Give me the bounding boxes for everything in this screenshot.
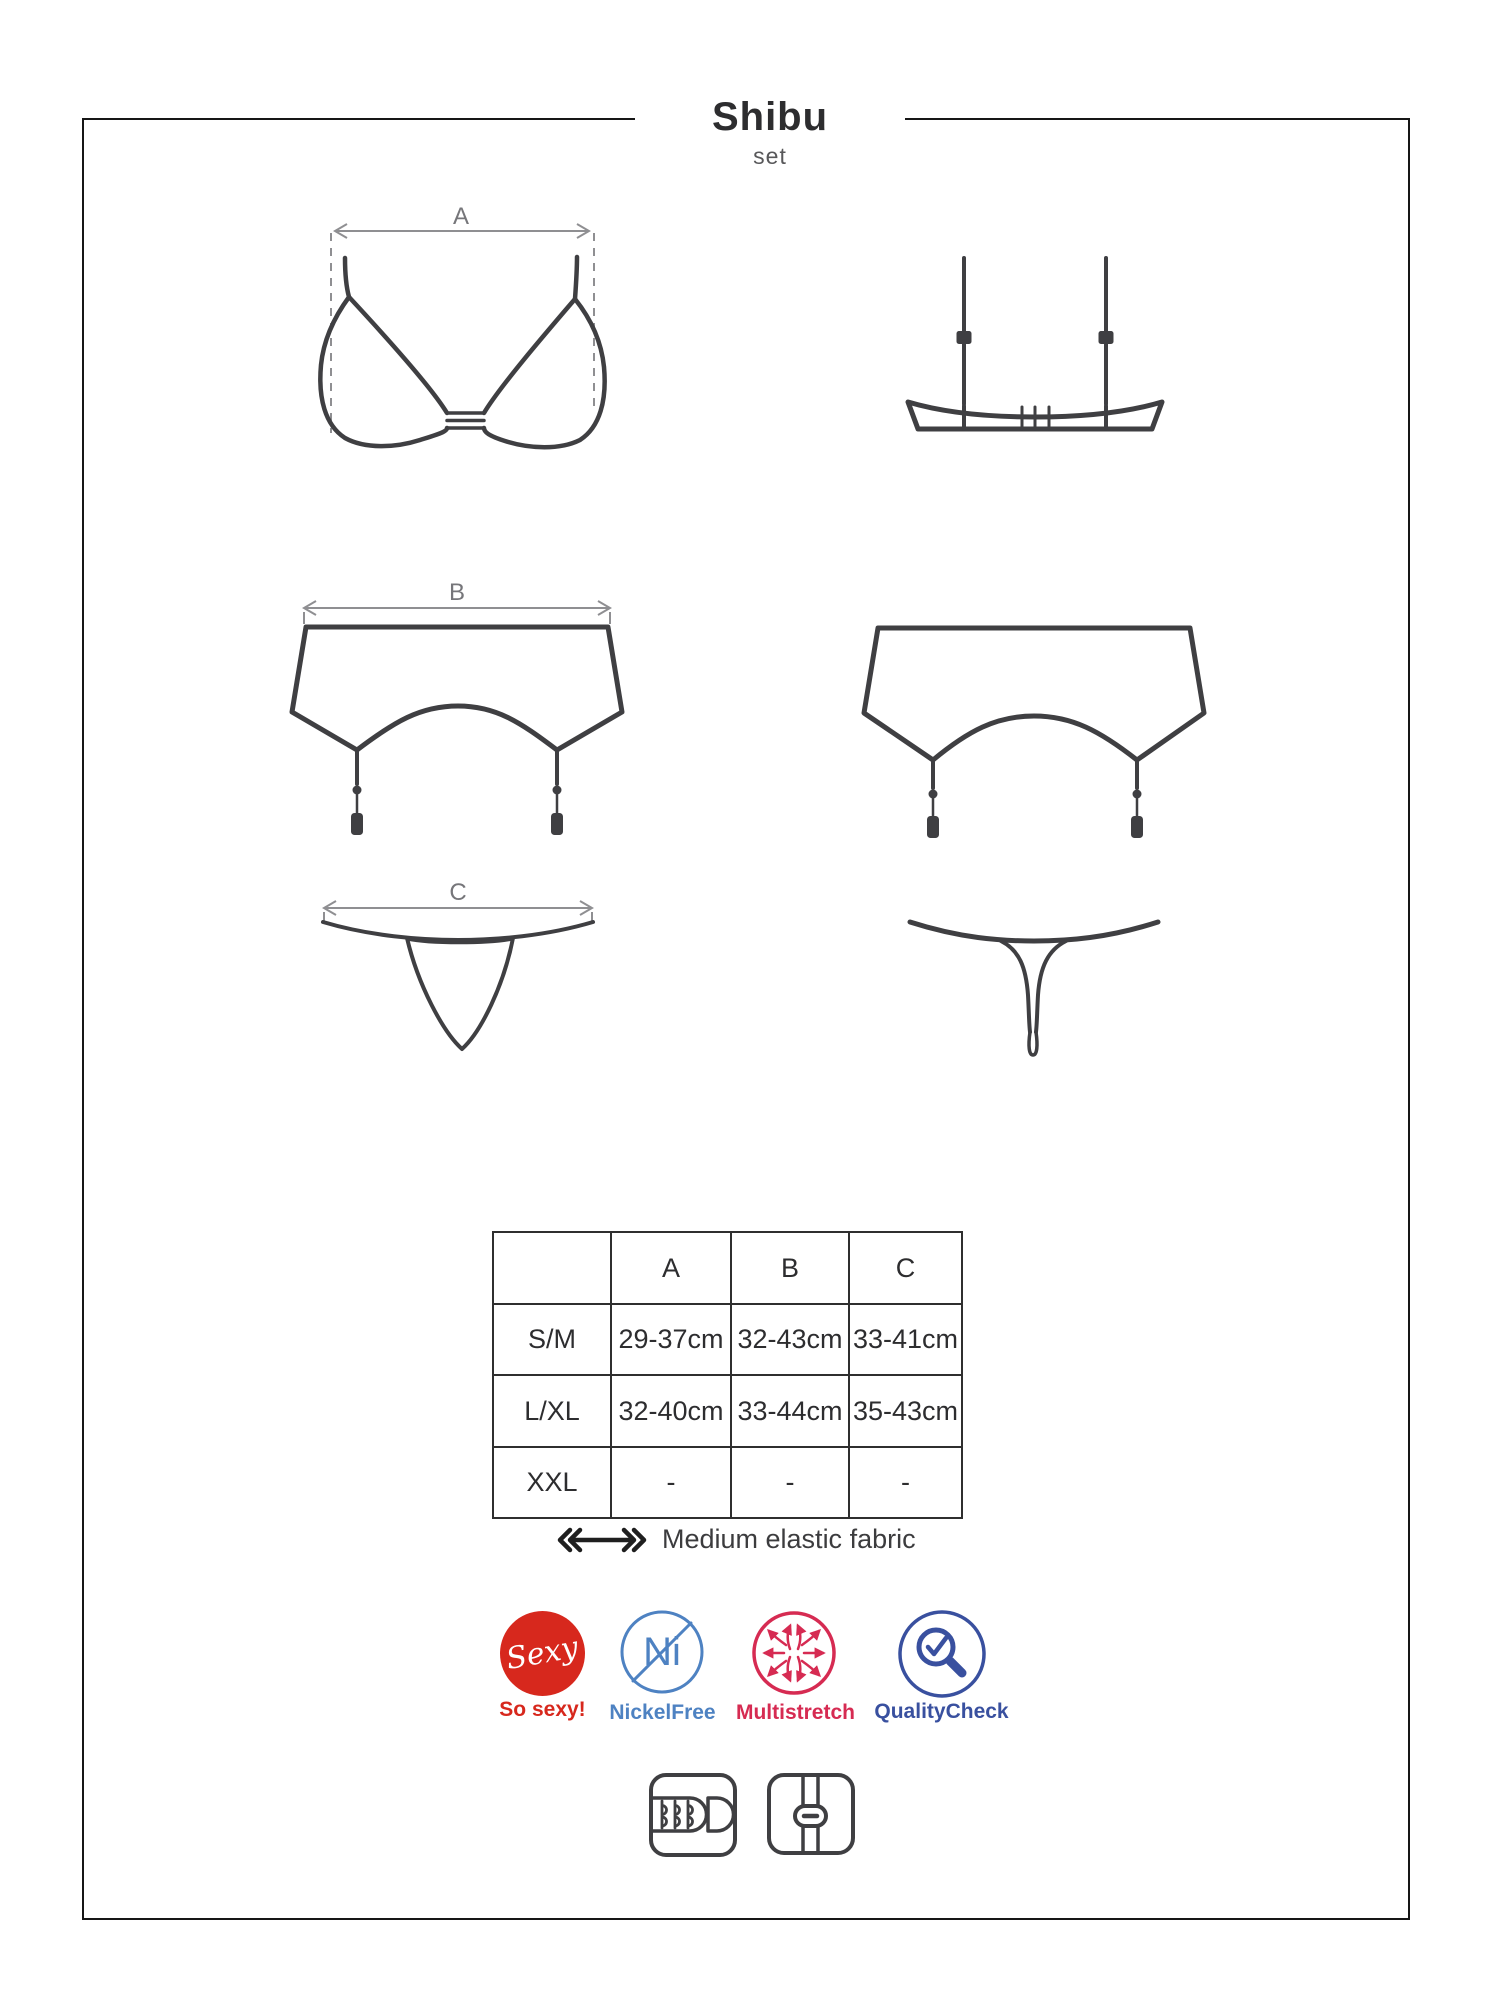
table-corner-cell [493, 1232, 611, 1304]
stretch-arrow-icon [556, 1526, 648, 1554]
row-header-sm: S/M [493, 1304, 611, 1375]
size-cell: - [731, 1447, 849, 1518]
dimension-a-label: A [452, 203, 470, 230]
col-header-b: B [731, 1232, 849, 1304]
hook-closure-icon [648, 1772, 738, 1858]
thong-string-tip [1029, 1032, 1037, 1055]
size-cell: 33-41cm [849, 1304, 962, 1375]
extension-ticks [324, 912, 592, 922]
dimension-c-label: C [449, 879, 467, 906]
bra-front-diagram [320, 203, 604, 447]
bra-cup-left-seam [349, 297, 447, 413]
bra-cup-right-outline [484, 299, 605, 447]
title-box [635, 55, 905, 213]
garter-belt-outline [292, 627, 622, 750]
fabric-note [556, 1524, 916, 1555]
thong-pouch [407, 938, 513, 1049]
thong-string-right [1036, 941, 1066, 1032]
quality-check-label: QualityCheck [874, 1700, 1009, 1723]
suspender-clip-right-icon [1131, 816, 1143, 838]
suspender-clip-right-icon [551, 813, 563, 835]
table-row [493, 1304, 962, 1375]
bra-strap-left [345, 258, 349, 297]
nickel-free-label: NickelFree [609, 1701, 716, 1724]
product-subtitle: set [753, 143, 787, 169]
bra-cup-right-seam [484, 299, 575, 413]
nickel-symbol-text: Ni [643, 1630, 681, 1674]
size-cell: - [611, 1447, 731, 1518]
table-row [493, 1375, 962, 1447]
product-title: Shibu [711, 95, 829, 139]
strap-adjuster-icon [766, 1772, 856, 1856]
thong-waistband [323, 922, 593, 940]
thong-back-waistband [910, 922, 1158, 941]
size-cell: 32-40cm [611, 1375, 731, 1447]
multistretch-icon [750, 1609, 838, 1697]
nickel-free-icon [618, 1608, 706, 1696]
bra-back-diagram [908, 258, 1162, 429]
size-cell: 33-44cm [731, 1375, 849, 1447]
garter-belt-outline [864, 628, 1204, 760]
size-table [492, 1231, 963, 1519]
extension-ticks [304, 612, 610, 624]
garter-belt-front-diagram [292, 579, 622, 835]
row-header-xxl: XXL [493, 1447, 611, 1518]
row-header-lxl: L/XL [493, 1375, 611, 1447]
table-row [493, 1447, 962, 1518]
table-header-row [493, 1232, 962, 1304]
col-header-c: C [849, 1232, 962, 1304]
garter-belt-back-diagram [864, 628, 1204, 838]
quality-check-icon [896, 1608, 988, 1700]
sexy-badge-icon [500, 1611, 585, 1696]
sexy-badge-text: Sexy [503, 1629, 582, 1678]
col-header-a: A [611, 1232, 731, 1304]
thong-back-diagram [910, 922, 1158, 1055]
fabric-note-label: Medium elastic fabric [662, 1524, 916, 1554]
size-cell: - [849, 1447, 962, 1518]
suspender-clip-left-icon [927, 816, 939, 838]
strap-slider-right-icon [1099, 331, 1114, 344]
bra-center-clasp [447, 413, 484, 428]
size-cell: 35-43cm [849, 1375, 962, 1447]
size-cell: 29-37cm [611, 1304, 731, 1375]
dimension-b-label: B [448, 579, 466, 606]
thong-front-diagram [323, 879, 593, 1049]
multistretch-label: Multistretch [735, 1701, 855, 1724]
thong-string-left [1001, 941, 1030, 1032]
suspender-clip-left-icon [351, 813, 363, 835]
bra-cup-left-outline [320, 297, 447, 446]
size-cell: 32-43cm [731, 1304, 849, 1375]
bra-strap-right [575, 257, 577, 299]
sexy-badge-label: So sexy! [499, 1698, 586, 1721]
strap-slider-left-icon [957, 331, 972, 344]
bra-back-straps [964, 258, 1106, 404]
